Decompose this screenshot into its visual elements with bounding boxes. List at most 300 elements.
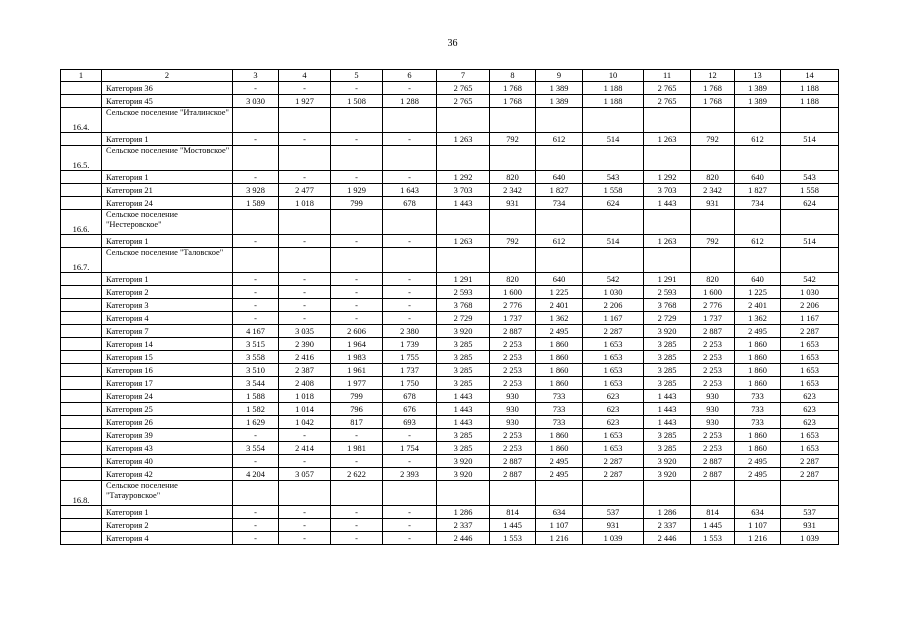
value-cell: 1 362	[536, 312, 583, 325]
value-cell: 1 389	[536, 82, 583, 95]
section-row	[61, 481, 839, 506]
value-cell: 4 204	[233, 468, 279, 481]
value-cell	[583, 146, 644, 171]
value-cell: 1 018	[279, 197, 331, 210]
row-number-cell	[61, 403, 102, 416]
value-cell: 1 039	[781, 532, 839, 545]
value-cell	[691, 481, 735, 506]
value-cell: 820	[691, 171, 735, 184]
value-cell: 3 285	[437, 338, 490, 351]
column-header: 10	[583, 70, 644, 82]
value-cell: 1 629	[233, 416, 279, 429]
value-cell: 634	[536, 506, 583, 519]
column-header: 8	[490, 70, 536, 82]
value-cell: 2 495	[536, 455, 583, 468]
row-number-cell	[61, 532, 102, 545]
value-cell: 2 287	[781, 325, 839, 338]
value-cell: 1 389	[536, 95, 583, 108]
value-cell: 799	[331, 390, 383, 403]
value-cell: 2 495	[536, 468, 583, 481]
value-cell: -	[383, 82, 437, 95]
value-cell	[691, 248, 735, 273]
table-row	[61, 455, 839, 468]
row-name-cell: Категория 16	[102, 364, 233, 377]
value-cell: 3 285	[437, 364, 490, 377]
row-number-cell	[61, 95, 102, 108]
value-cell: 1 768	[691, 95, 735, 108]
value-cell: 1 964	[331, 338, 383, 351]
table-row	[61, 519, 839, 532]
value-cell: 2 380	[383, 325, 437, 338]
value-cell: 2 253	[691, 429, 735, 442]
value-cell: 514	[781, 133, 839, 146]
value-cell: 1 653	[583, 377, 644, 390]
value-cell	[437, 108, 490, 133]
row-number-cell	[61, 299, 102, 312]
value-cell: 1 582	[233, 403, 279, 416]
tariff-table	[60, 69, 839, 545]
row-number-cell: 16.5.	[61, 146, 102, 171]
row-number-cell	[61, 390, 102, 403]
value-cell	[583, 481, 644, 506]
value-cell: 3 544	[233, 377, 279, 390]
value-cell: -	[233, 532, 279, 545]
section-row	[61, 248, 839, 273]
value-cell: -	[279, 273, 331, 286]
value-cell: 1 860	[536, 377, 583, 390]
value-cell: 1 188	[583, 95, 644, 108]
value-cell: -	[331, 286, 383, 299]
table-body	[61, 70, 839, 545]
value-cell: 1 445	[691, 519, 735, 532]
value-cell: 1 389	[735, 95, 781, 108]
table-row	[61, 235, 839, 248]
value-cell: 1 188	[781, 95, 839, 108]
value-cell: 930	[490, 390, 536, 403]
table-row	[61, 468, 839, 481]
value-cell: 1 216	[735, 532, 781, 545]
value-cell: 1 653	[583, 364, 644, 377]
row-number-cell	[61, 351, 102, 364]
value-cell: 1 443	[644, 403, 691, 416]
value-cell	[735, 481, 781, 506]
value-cell: 3 768	[644, 299, 691, 312]
value-cell: 678	[383, 197, 437, 210]
value-cell: 1 754	[383, 442, 437, 455]
value-cell: 537	[583, 506, 644, 519]
value-cell: 792	[691, 133, 735, 146]
column-header: 1	[61, 70, 102, 82]
value-cell: 1 860	[536, 429, 583, 442]
row-name-cell: Категория 36	[102, 82, 233, 95]
value-cell: 2 414	[279, 442, 331, 455]
value-cell: 2 416	[279, 351, 331, 364]
value-cell: 623	[781, 390, 839, 403]
value-cell: 1 443	[644, 197, 691, 210]
value-cell: 2 253	[691, 338, 735, 351]
value-cell: 537	[781, 506, 839, 519]
value-cell	[781, 210, 839, 235]
value-cell: 1 018	[279, 390, 331, 403]
value-cell: 820	[490, 273, 536, 286]
section-row	[61, 108, 839, 133]
value-cell	[583, 248, 644, 273]
value-cell: 1 737	[490, 312, 536, 325]
value-cell: 1 508	[331, 95, 383, 108]
table-row	[61, 273, 839, 286]
value-cell: 640	[536, 171, 583, 184]
value-cell: 624	[583, 197, 644, 210]
value-cell: 2 253	[490, 442, 536, 455]
table-row	[61, 390, 839, 403]
row-number-cell	[61, 184, 102, 197]
value-cell: -	[279, 429, 331, 442]
value-cell: -	[279, 506, 331, 519]
value-cell: 3 285	[437, 442, 490, 455]
value-cell: -	[383, 455, 437, 468]
value-cell	[437, 210, 490, 235]
value-cell: 612	[735, 235, 781, 248]
value-cell: -	[233, 82, 279, 95]
row-name-cell: Категория 39	[102, 429, 233, 442]
column-header: 12	[691, 70, 735, 82]
value-cell: -	[279, 82, 331, 95]
value-cell: -	[331, 273, 383, 286]
value-cell: 1 860	[536, 442, 583, 455]
value-cell: -	[331, 171, 383, 184]
value-cell: 796	[331, 403, 383, 416]
value-cell: 3 285	[437, 377, 490, 390]
value-cell: 623	[781, 403, 839, 416]
table-row	[61, 82, 839, 95]
value-cell: 1 768	[490, 82, 536, 95]
value-cell: 1 030	[781, 286, 839, 299]
value-cell: 1 445	[490, 519, 536, 532]
value-cell: 1 443	[437, 197, 490, 210]
value-cell: 734	[735, 197, 781, 210]
value-cell	[490, 481, 536, 506]
table-row	[61, 442, 839, 455]
value-cell	[781, 248, 839, 273]
value-cell: 1 188	[781, 82, 839, 95]
table-row	[61, 299, 839, 312]
value-cell: 2 401	[735, 299, 781, 312]
row-number-cell	[61, 468, 102, 481]
value-cell: 2 495	[735, 455, 781, 468]
value-cell	[691, 146, 735, 171]
column-header: 3	[233, 70, 279, 82]
value-cell: 931	[490, 197, 536, 210]
value-cell	[437, 146, 490, 171]
value-cell: 3 703	[644, 184, 691, 197]
value-cell	[691, 210, 735, 235]
value-cell: 1 983	[331, 351, 383, 364]
value-cell: 2 593	[437, 286, 490, 299]
value-cell: -	[279, 133, 331, 146]
row-name-cell: Категория 21	[102, 184, 233, 197]
value-cell: 640	[536, 273, 583, 286]
row-name-cell: Категория 1	[102, 171, 233, 184]
value-cell: 1 263	[437, 133, 490, 146]
row-number-cell	[61, 286, 102, 299]
value-cell: -	[279, 299, 331, 312]
value-cell: 2 765	[644, 82, 691, 95]
row-name-cell: Категория 17	[102, 377, 233, 390]
value-cell: 820	[490, 171, 536, 184]
value-cell: 1 443	[644, 416, 691, 429]
value-cell: -	[383, 299, 437, 312]
value-cell	[331, 146, 383, 171]
table-header-row	[61, 70, 839, 82]
value-cell: 1 827	[735, 184, 781, 197]
value-cell: 1 014	[279, 403, 331, 416]
value-cell: 792	[691, 235, 735, 248]
value-cell: 2 253	[490, 351, 536, 364]
value-cell: -	[383, 312, 437, 325]
value-cell: 542	[583, 273, 644, 286]
value-cell: 1 188	[583, 82, 644, 95]
value-cell	[735, 210, 781, 235]
value-cell: 1 653	[583, 442, 644, 455]
value-cell: -	[279, 171, 331, 184]
column-header: 7	[437, 70, 490, 82]
value-cell: 1 737	[383, 364, 437, 377]
value-cell: -	[383, 429, 437, 442]
table-row	[61, 133, 839, 146]
value-cell: -	[233, 273, 279, 286]
row-number-cell	[61, 429, 102, 442]
value-cell	[383, 248, 437, 273]
row-name-cell: Категория 1	[102, 506, 233, 519]
row-name-cell: Категория 43	[102, 442, 233, 455]
value-cell: 1 653	[583, 338, 644, 351]
page-number: 36	[447, 38, 458, 49]
value-cell	[735, 146, 781, 171]
value-cell	[490, 146, 536, 171]
value-cell: 3 768	[437, 299, 490, 312]
value-cell: 1 653	[781, 429, 839, 442]
value-cell	[735, 108, 781, 133]
value-cell: 1 860	[735, 364, 781, 377]
value-cell: 733	[536, 390, 583, 403]
value-cell: -	[331, 532, 383, 545]
row-name-cell: Сельское поселение "Таловское"	[102, 248, 233, 273]
value-cell	[437, 248, 490, 273]
value-cell: 2 765	[437, 95, 490, 108]
value-cell: 514	[781, 235, 839, 248]
value-cell: 2 253	[691, 377, 735, 390]
value-cell: 1 362	[735, 312, 781, 325]
column-header: 9	[536, 70, 583, 82]
table-row	[61, 377, 839, 390]
value-cell	[644, 248, 691, 273]
value-cell: 1 553	[691, 532, 735, 545]
value-cell	[383, 210, 437, 235]
value-cell: 1 653	[781, 364, 839, 377]
value-cell: -	[383, 519, 437, 532]
table-row	[61, 403, 839, 416]
row-name-cell: Категория 14	[102, 338, 233, 351]
value-cell: 1 860	[735, 351, 781, 364]
value-cell: 3 285	[644, 442, 691, 455]
table-row	[61, 312, 839, 325]
table-row	[61, 286, 839, 299]
value-cell: 1 739	[383, 338, 437, 351]
column-header: 5	[331, 70, 383, 82]
value-cell: 1 216	[536, 532, 583, 545]
column-header: 4	[279, 70, 331, 82]
column-header: 11	[644, 70, 691, 82]
value-cell: -	[331, 455, 383, 468]
value-cell: -	[331, 235, 383, 248]
value-cell	[279, 146, 331, 171]
value-cell: 1 653	[781, 442, 839, 455]
table-row	[61, 416, 839, 429]
value-cell: 1 643	[383, 184, 437, 197]
value-cell: 931	[583, 519, 644, 532]
value-cell: -	[331, 519, 383, 532]
row-name-cell: Категория 3	[102, 299, 233, 312]
value-cell	[233, 248, 279, 273]
value-cell: 3 554	[233, 442, 279, 455]
value-cell: 799	[331, 197, 383, 210]
value-cell: -	[383, 133, 437, 146]
value-cell: 2 606	[331, 325, 383, 338]
value-cell: 1 653	[781, 338, 839, 351]
value-cell: 640	[735, 171, 781, 184]
row-number-cell: 16.6.	[61, 210, 102, 235]
row-number-cell	[61, 325, 102, 338]
column-header: 2	[102, 70, 233, 82]
value-cell: 814	[490, 506, 536, 519]
row-name-cell: Категория 1	[102, 235, 233, 248]
value-cell: 930	[691, 416, 735, 429]
value-cell: 930	[691, 403, 735, 416]
value-cell: 678	[383, 390, 437, 403]
value-cell: 1 443	[437, 403, 490, 416]
value-cell: 733	[735, 403, 781, 416]
row-number-cell	[61, 133, 102, 146]
value-cell: 1 929	[331, 184, 383, 197]
value-cell: 1 291	[644, 273, 691, 286]
value-cell: 543	[781, 171, 839, 184]
value-cell: 3 920	[437, 468, 490, 481]
value-cell: -	[233, 299, 279, 312]
value-cell: 3 035	[279, 325, 331, 338]
value-cell: 2 287	[583, 325, 644, 338]
value-cell: 3 285	[644, 429, 691, 442]
value-cell	[331, 248, 383, 273]
value-cell: 2 253	[490, 377, 536, 390]
value-cell: 3 703	[437, 184, 490, 197]
value-cell: 2 446	[644, 532, 691, 545]
value-cell: 1 977	[331, 377, 383, 390]
value-cell	[233, 210, 279, 235]
value-cell: 514	[583, 235, 644, 248]
row-number-cell: 16.4.	[61, 108, 102, 133]
value-cell: 1 600	[691, 286, 735, 299]
table-row	[61, 338, 839, 351]
row-name-cell: Категория 24	[102, 390, 233, 403]
value-cell	[536, 108, 583, 133]
value-cell	[279, 210, 331, 235]
value-cell: 1 263	[644, 235, 691, 248]
table-row	[61, 171, 839, 184]
value-cell	[279, 248, 331, 273]
value-cell: 1 768	[691, 82, 735, 95]
value-cell	[583, 108, 644, 133]
row-number-cell	[61, 312, 102, 325]
row-number-cell	[61, 82, 102, 95]
value-cell: 1 653	[781, 351, 839, 364]
value-cell: 2 287	[583, 455, 644, 468]
value-cell: -	[233, 506, 279, 519]
value-cell: 1 981	[331, 442, 383, 455]
value-cell: -	[331, 506, 383, 519]
value-cell: 1 860	[735, 338, 781, 351]
value-cell	[691, 108, 735, 133]
value-cell: 930	[490, 416, 536, 429]
value-cell: -	[233, 171, 279, 184]
value-cell: 2 253	[490, 338, 536, 351]
value-cell: 2 253	[490, 364, 536, 377]
value-cell: 1 292	[437, 171, 490, 184]
value-cell: 543	[583, 171, 644, 184]
row-name-cell: Сельское поселение "Татауровское"	[102, 481, 233, 506]
value-cell: 624	[781, 197, 839, 210]
row-name-cell: Категория 40	[102, 455, 233, 468]
value-cell: 733	[536, 416, 583, 429]
row-name-cell: Категория 2	[102, 286, 233, 299]
value-cell: 3 285	[437, 429, 490, 442]
value-cell: 3 030	[233, 95, 279, 108]
row-name-cell: Категория 2	[102, 519, 233, 532]
value-cell: -	[383, 171, 437, 184]
value-cell	[233, 146, 279, 171]
value-cell: 931	[691, 197, 735, 210]
value-cell: -	[233, 235, 279, 248]
value-cell: 1 291	[437, 273, 490, 286]
value-cell: 2 337	[644, 519, 691, 532]
value-cell: 1 558	[583, 184, 644, 197]
value-cell: 3 920	[437, 455, 490, 468]
value-cell: 1 755	[383, 351, 437, 364]
value-cell: 3 285	[644, 377, 691, 390]
value-cell: 2 342	[490, 184, 536, 197]
value-cell	[644, 481, 691, 506]
value-cell: 2 401	[536, 299, 583, 312]
value-cell: 634	[735, 506, 781, 519]
row-number-cell	[61, 416, 102, 429]
value-cell: -	[233, 429, 279, 442]
column-header: 6	[383, 70, 437, 82]
row-name-cell: Сельское поселение "Италинское"	[102, 108, 233, 133]
value-cell: 3 928	[233, 184, 279, 197]
value-cell: 2 253	[691, 442, 735, 455]
value-cell: 2 408	[279, 377, 331, 390]
value-cell: -	[383, 506, 437, 519]
value-cell	[490, 108, 536, 133]
value-cell: 1 750	[383, 377, 437, 390]
table-row	[61, 351, 839, 364]
value-cell: 2 393	[383, 468, 437, 481]
value-cell: 1 860	[536, 338, 583, 351]
value-cell	[644, 210, 691, 235]
value-cell: -	[331, 82, 383, 95]
value-cell: -	[383, 273, 437, 286]
value-cell	[233, 108, 279, 133]
value-cell: 1 860	[735, 377, 781, 390]
